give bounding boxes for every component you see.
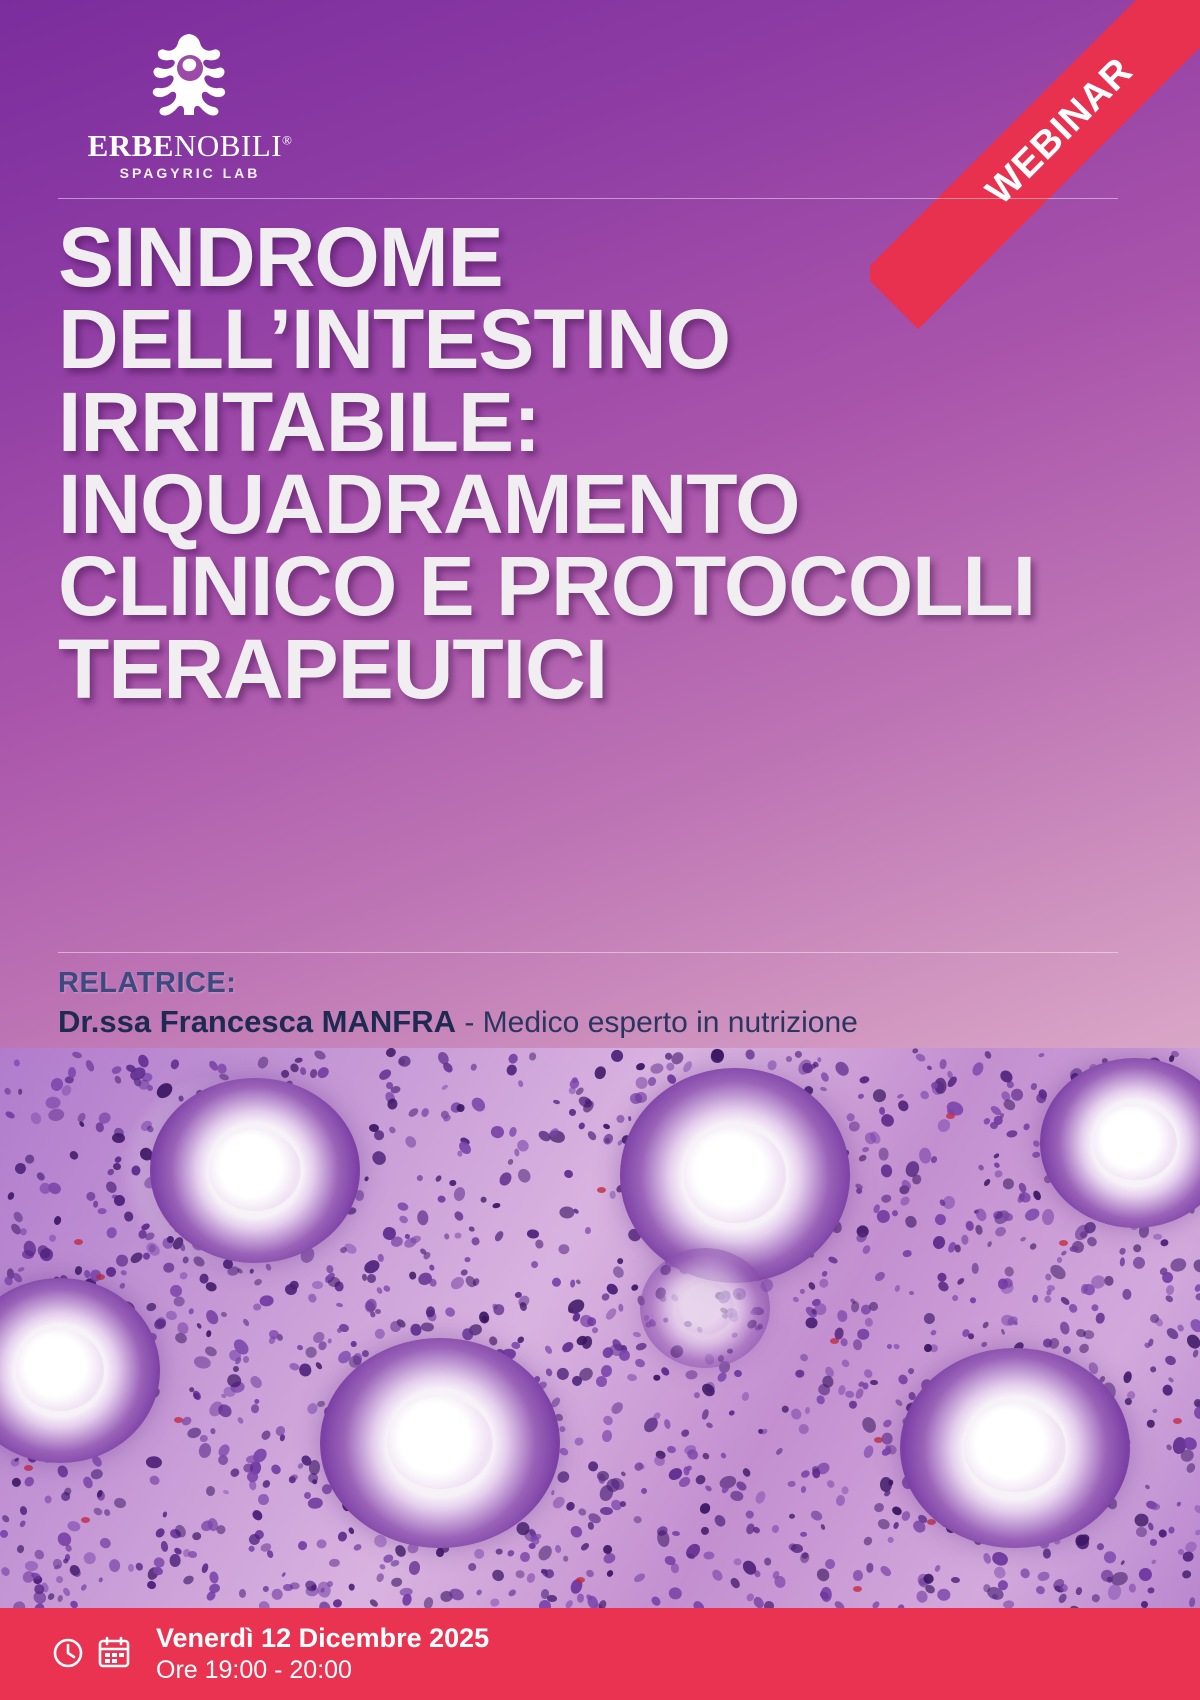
clock-icon (48, 1632, 88, 1677)
gland-crypt (150, 1078, 360, 1263)
brand-name-part1: ERBE (87, 128, 174, 163)
brand-registered-mark: ® (282, 132, 293, 148)
page-title: SINDROME DELL’INTESTINO IRRITABILE: INQUADRAMENTO CLINICO E PROTOCOLLI TERAPEUTICI (58, 210, 1036, 716)
gland-crypt (640, 1248, 770, 1368)
gland-crypt (320, 1338, 560, 1548)
event-footer (0, 1608, 1200, 1700)
brand-tagline: SPAGYRIC LAB (119, 165, 261, 181)
webinar-badge: WEBINAR (870, 0, 1200, 329)
speaker-label: RELATRICE: (58, 967, 237, 999)
erbe-nobili-crest-icon (60, 28, 320, 124)
brand-name-part2: NOBILI (173, 128, 283, 163)
gland-crypt (620, 1068, 850, 1283)
calendar-icon (94, 1632, 134, 1677)
event-time: Ore 19:00 - 20:00 (156, 1655, 352, 1684)
speaker-role: - Medico esperto in nutrizione (456, 1005, 858, 1039)
speaker-name: Dr.ssa Francesca MANFRA (58, 1003, 456, 1039)
histology-image (0, 1048, 1200, 1608)
brand-name (60, 128, 320, 164)
event-date: Venerdì 12 Dicembre 2025 (156, 1623, 490, 1654)
gland-crypt (900, 1348, 1130, 1548)
divider-bottom (58, 952, 1118, 953)
brand-logo (60, 28, 320, 188)
divider-top (58, 198, 1118, 199)
speaker-block (58, 968, 1138, 1040)
